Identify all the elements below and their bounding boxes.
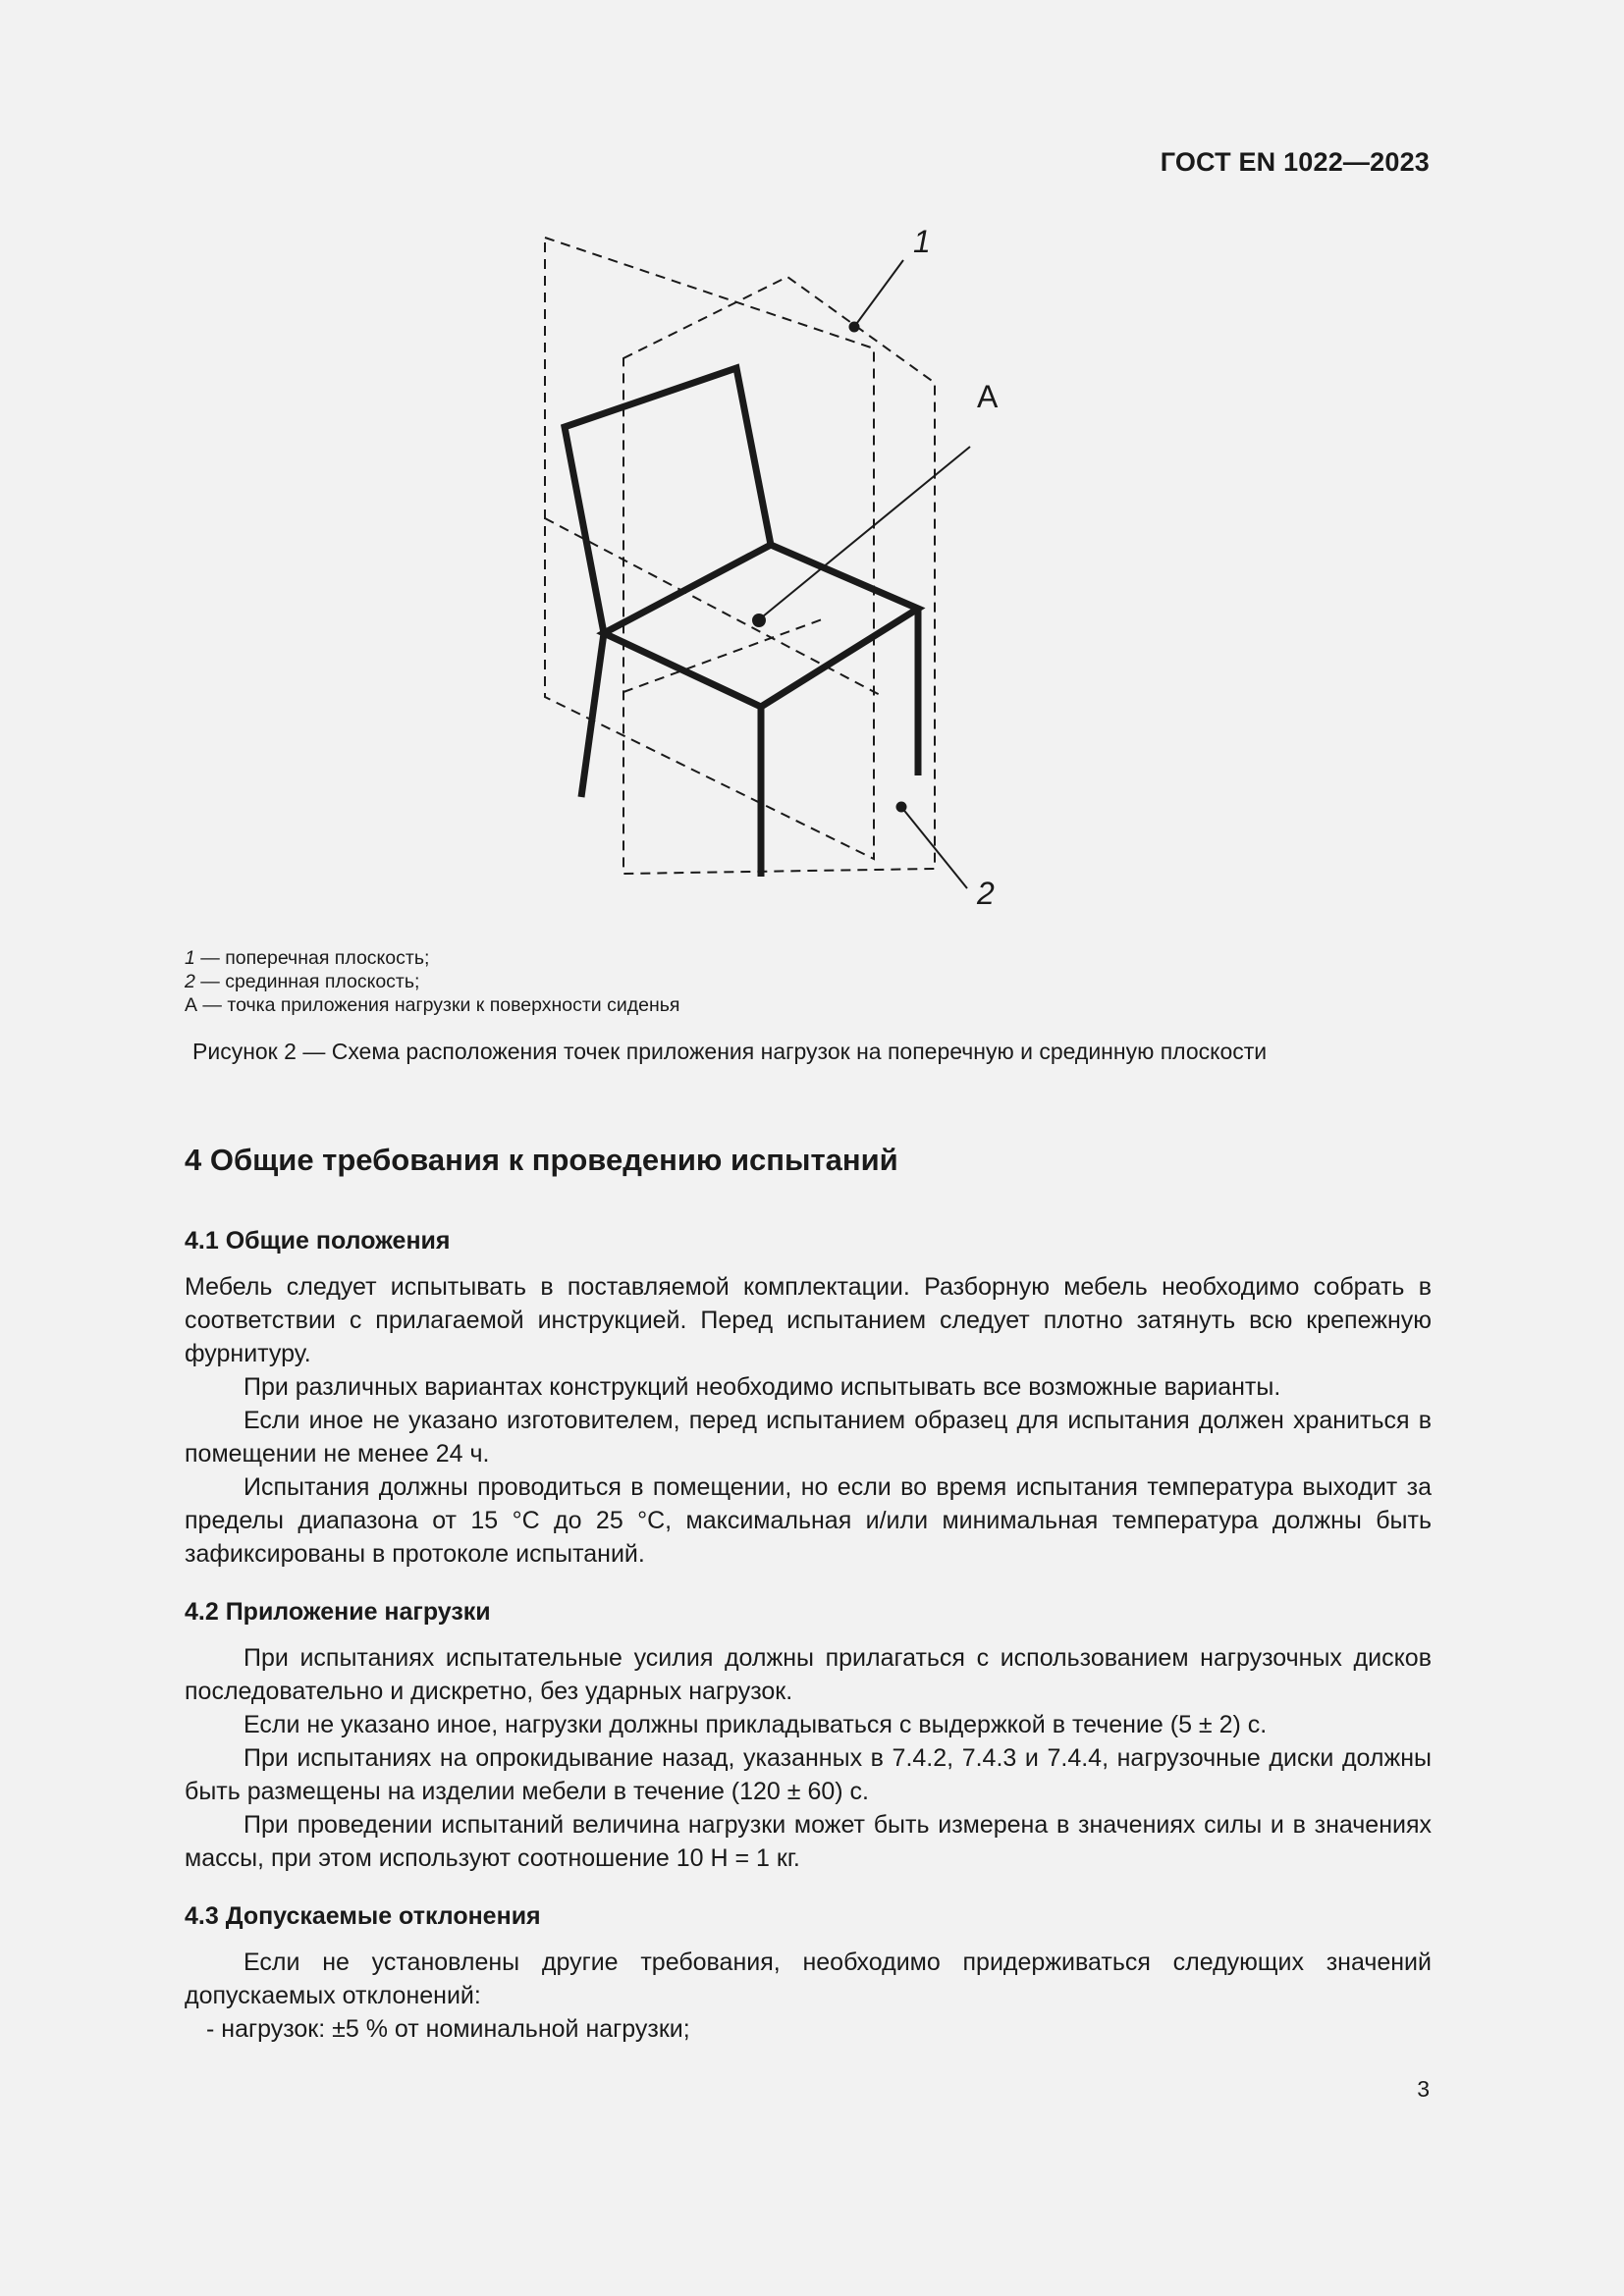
- chair-load-diagram: [530, 221, 1021, 918]
- paragraph: [185, 1641, 1432, 1708]
- paragraph-text: При испытаниях на опрокидывание назад, указанных в 7.4.2, 7.4.3 и 7.4.4, нагрузочные диски должны быть размещены на изделии мебели в течение (120 ± 60) с.: [185, 1744, 1432, 1805]
- section-4-2-title: 4.2 Приложение нагрузки: [185, 1598, 491, 1626]
- paragraph: [185, 1404, 1432, 1470]
- section-4-3-title: 4.3 Допускаемые отклонения: [185, 1902, 541, 1930]
- label-a: A: [977, 379, 999, 414]
- paragraph-text: Если не установлены другие требования, необходимо придерживаться следующих значений допускаемых отклонений:: [185, 1949, 1432, 2009]
- figure-caption: Рисунок 2 — Схема расположения точек приложения нагрузок на поперечную и срединную плоскости: [192, 1039, 1268, 1064]
- list-item: - нагрузок: ±5 % от номинальной нагрузки;: [206, 2015, 690, 2043]
- page-number: 3: [1417, 2076, 1430, 2102]
- legend-num: А: [185, 994, 198, 1016]
- legend-num: 1: [185, 947, 195, 969]
- document-code: ГОСТ EN 1022—2023: [1160, 147, 1430, 177]
- legend-text: — точка приложения нагрузки к поверхности сиденья: [197, 994, 680, 1016]
- section-4-2: [185, 1594, 1432, 1875]
- paragraph-text: При проведении испытаний величина нагрузки может быть измерена в значениях силы и в значениях массы, при этом используют соотношение 10 Н = 1 кг.: [185, 1811, 1432, 1872]
- paragraph: [185, 1946, 1432, 2012]
- leader-a: [763, 447, 970, 616]
- label-2: 2: [977, 876, 995, 911]
- legend-row: [185, 993, 679, 1017]
- median-plane: [623, 277, 935, 874]
- legend-num: 2: [185, 971, 195, 992]
- paragraph-text: При испытаниях испытательные усилия должны прилагаться с использованием нагрузочных дисков последовательно и дискретно, без ударных нагрузок.: [185, 1644, 1432, 1705]
- paragraph: [185, 1708, 1432, 1741]
- paragraph-text: При различных вариантах конструкций необходимо испытывать все возможные варианты.: [244, 1373, 1281, 1401]
- paragraph: [185, 1741, 1432, 1808]
- diagram-svg: [530, 221, 1021, 918]
- paragraph-text: Испытания должны проводиться в помещении, но если во время испытания температура выходит за пределы диапазона от 15 °С до 25 °С, максимальная и/или минимальная температура должны быть зафиксированы в протоколе испытаний.: [185, 1473, 1432, 1568]
- paragraph: [185, 1470, 1432, 1571]
- legend-text: — срединная плоскость;: [194, 971, 420, 992]
- paragraph-text: Если иное не указано изготовителем, перед испытанием образец для испытания должен храниться в помещении не менее 24 ч.: [185, 1407, 1432, 1468]
- legend-text: — поперечная плоскость;: [194, 947, 430, 969]
- leader-2: [901, 807, 967, 888]
- legend-row: [185, 946, 679, 970]
- legend-row: [185, 970, 679, 993]
- main-content: [185, 1139, 1432, 2069]
- section-4-title: 4 Общие требования к проведению испытаний: [185, 1143, 898, 1177]
- figure-legend: [185, 946, 679, 1017]
- paragraph: [185, 1370, 1432, 1404]
- paragraph-text: Если не указано иное, нагрузки должны прикладываться с выдержкой в течение (5 ± 2) с.: [244, 1711, 1268, 1738]
- leader-1: [854, 260, 903, 327]
- paragraph: [185, 1270, 1432, 1370]
- paragraph-text: Мебель следует испытывать в поставляемой комплектации. Разборную мебель необходимо собрать в соответствии с прилагаемой инструкцией. Перед испытанием следует плотно затянуть всю крепежную фурнитуру.: [185, 1273, 1432, 1367]
- transverse-plane: [545, 238, 874, 859]
- label-1: 1: [913, 224, 931, 259]
- paragraph: [185, 1808, 1432, 1875]
- section-4-1: [185, 1223, 1432, 1571]
- section-4-1-title: 4.1 Общие положения: [185, 1227, 451, 1255]
- section-4-3: [185, 1898, 1432, 2046]
